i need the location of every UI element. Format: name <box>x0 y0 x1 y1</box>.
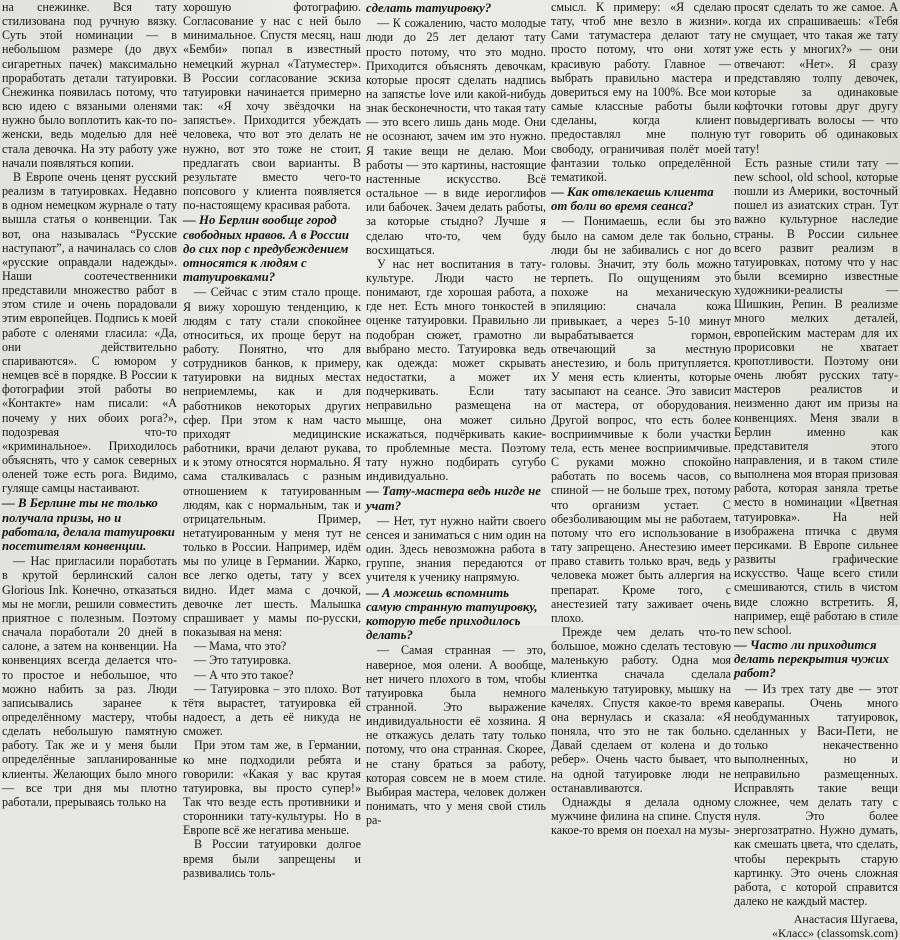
question-heading: — В Берлине ты не только получала призы, но и работала, делала татуировки посетителям конвенции. <box>2 496 175 554</box>
question-heading: — А можешь вспомнить самую странную татуировку, которую тебе приходилось делать? <box>366 585 538 643</box>
question-heading: — Тату-мастера ведь нигде не учат? <box>366 484 541 513</box>
paragraph: У нас нет воспитания в тату-культуре. Люди часто не понимают, где хорошая работа, а где нет. Есть много тонкостей в оценке татуировки. Правильно ли подобран сюжет, грамотно ли выбрано место. Татуировка ведь как одежда: может скрывать недостатки, а может их подчеркивать. Если тату неправильно размещена на мышце, она может сильно искажаться, подчёркивать какие-то проблемные места. Поэтому тату нужно подбирать сугубо индивидуально. <box>366 256 546 484</box>
paragraph: Есть разные стили тату — new school, old school, которые пошли из Америки, восточный пошел из азиатских стран. Тут важно культурное наследие страны. В России сильнее всего развит реализм в татуировках, потому что у нас были всемирно известные художники-реалисты — Шишкин, Репин. В реализме много мелких деталей, европейским мастерам для их прорисовки не хватает кропотливости. Поэтому они очень любят русских тату-мастеров реалистов и неизменно дают им призы на конвенциях. Меня звали в Берлин именно как представителя этого направления, и в таком стиле выполнена моя вторая призовая работа, которая заняла третье место в номинации «Цветная татуировка». На ней изображена птичка с двумя персиками. В Европе сильнее развиты графические искусство. Чаще всего стили смешиваются, стиль в чистом виде сложно встретить. Я, например, ещё работаю в стиле new school. <box>734 155 898 637</box>
paragraph: смысл. К примеру: «Я сделаю тату, чтоб мне везло в жизни». Сами татумастера делают тату просто потому, что они хотят красивую работу. Главное — выбрать правильно мастера и довериться ему на 100%. Все мои самые классные работы были сделаны, когда клиент предоставлял мне полную свободу, ограничивая полёт моей фантазии только определённой тематикой. <box>551 0 731 184</box>
question-heading: сделать татуировку? <box>366 1 492 15</box>
paragraph: — А что это такое? <box>194 667 294 682</box>
paragraph: В Европе очень ценят русский реализм в татуировках. Недавно в одном немецком журнале о тату вышла статья о конвенции. Так вот, она называлась “Русские наступают”, а начиналась со слов «русские оправдали надежды». Наши соотечественники представили множество работ в этом стиле и очень порадовали этим европейцев. Подпись к моей работе с оленями гласила: «Да, они действительно спариваются». С юмором у немцев всё в порядке. В России к фотографии этой работы во «Контакте» нам писали: «А почему у них обоих рога?», подозревая что-то «криминальное». Приходилось объяснять, что у самок северных оленей тоже есть рога. Видимо, гуляще самцы настаивают. <box>2 169 177 496</box>
signature-line: «Класс» (classomsk.com) <box>772 925 898 940</box>
article-column-3 <box>366 0 546 828</box>
paragraph: — К сожалению, часто молодые люди до 25 лет делают тату просто потому, что это модно. Приходится объяснять девочкам, которые просят сделать надпись на запястье love или какой-нибудь знак бесконечности, что такая тату — это всего лишь дань моде. Они не осознают, зачем им это нужно. Я такие вещи не делаю. Мои работы — это картины, настоящие настенные искусство. Всё остальное — в виде иероглифов или бабочек. Зачем делать работы, за которые стыдно? Лучше я сделаю что-то, чем буду восхищаться. <box>366 16 546 257</box>
paragraph: — Самая странная — это, наверное, моя олени. А вообще, нет ничего плохого в том, чтобы татуировка была немного странной. Это выражение индивидуальности её хозяина. Я не откажусь делать тату только потому, что она странная. Скорее, не стану браться за работу, которая совсем не в моем стиле. Выбирая мастера, человек должен понимать, что у меня свой стиль ра- <box>366 643 546 828</box>
paragraph: — Татуировка – это плохо. Вот тётя вырастет, татуировка ей надоест, а деть её никуда не сможет. <box>183 681 361 739</box>
question-heading: — Как отвлекаешь клиента от боли во время сеанса? <box>551 185 714 214</box>
paragraph: — Из трех тату две — этот каверапы. Очень много необдуманных татуировок, сделанных у Васи-Пети, не только некачественно выполненных, но и неправильно размещенных. Исправлять такие вещи сложнее, чем делать тату с нуля. Это более энергозатратно. Нужно думать, как смешать цвета, что сделать, чтобы перекрыть старую картинку. Это очень сложная работа, с которой справится далеко не каждый мастер. <box>734 681 898 908</box>
paragraph: В России татуировки долгое время были запрещены и развивались толь- <box>183 837 361 880</box>
paragraph: — Понимаешь, если бы это было на самом деле так больно, люди бы не забивались с ног до головы. Значит, эту боль можно терпеть. По ощущениям это похоже на механическую эпиляцию: сначала кожа привыкает, а через 5-10 минут вырабатывается гормон, отвечающий за местную анестезию, и боль притупляется. У меня есть клиенты, которые засыпают на сеансе. Это зависит от мастера, от оборудования. Другой вопрос, что есть более восприимчивые к боли участки тела, есть менее восприимчивые. С руками можно спокойно работать по восемь часов, со спиной — не больше трех, потому что организм устает. С обезболивающим мы не работаем, потому что его использование в тату запрещено. Анестезию имеет право ставить только врач, ведь у человека может быть аллергия на препарат. Кроме того, с анестезией тату заживает очень плохо. <box>551 214 731 625</box>
paragraph: — Это татуировка. <box>194 653 292 668</box>
paragraph: Однажды я делала одному мужчине филина на спине. Спустя какое-то время он поехал на музы- <box>551 794 731 838</box>
author-signature <box>734 913 898 940</box>
paragraph: При этом там же, в Германии, ко мне подходили ребята и говорили: «Какая у вас крутая татуировка, вы просто супер!» Так что везде есть противники и сторонники тату-культуры. Но в Европе всё же негатива меньше. <box>183 738 361 838</box>
signature-line: Анастасия Шугаева, <box>793 912 898 927</box>
paragraph: на снежинке. Вся тату стилизована под ручную вязку. Суть этой номинации — в небольшом размере (до двух сигаретных пачек) максимально проработать детали татуировки. Снежинка появилась потому, что всю идею с вязаными оленями нужно было воплотить как-то по-женски, ведь моделью для неё стала девочка. На эту работу уже начали появляться копии. <box>2 0 177 170</box>
paragraph: Прежде чем делать что-то большое, можно сделать тестовую маленькую работу. Одна моя клиентка сначала сделала маленькую татуировку, мышку на качелях. Спустя какое-то время она вернулась и сказала: «Я поняла, что это не так больно. Давай сделаем от колена и до ребер». Очень часто бывает, что на одной татуировке люди не останавливаются. <box>551 624 731 795</box>
paragraph: — Нас пригласили поработать в крутой берлинский салон Glorious Ink. Конечно, отказаться мы не могли, решили совместить приятное с полезным. Поэтому сначала поработали 20 дней в салоне, а затем на конвенции. На конвенциях всегда делается что-то простое и небольшое, что можно набить за раз. Люди записывались заранее к определённому мастеру, чтобы сделать небольшую памятную работу. Так же и у меня были определённые запланированные клиенты. Желающих было много — все три дня мы плотно работали, прерываясь только на <box>2 554 177 809</box>
paragraph: — Сейчас с этим стало проще. Я вижу хорошую тенденцию, к людям с тату стали спокойнее относиться, их проще берут на работу. Понятно, что для сотрудников банков, к примеру, татуировки на видных местах неприемлемы, как и для работников некоторых других сфер. При этом к нам часто приходят медицинские работники, врачи делают рукава, и к этому относятся нормально. Я сама сталкивалась с разным отношением к татуированным людям, как с нормальным, так и отрицательным. Пример, нетатуированным у меня тут не только в России. Например, идём мы по улице в Германии. Жарко, все легко одеты, тату у всех видно. Идет мама с дочкой, девочке лет шесть. Малышка спрашивает у мамы по-русски, показывая на меня: <box>183 285 361 640</box>
paragraph: просят сделать то же самое. А когда их спрашиваешь: «Тебя не смущает, что такая же тату уже есть у многих?» — они отвечают: «Нет». Я сразу представляю толпу девочек, которые за одинаковые кофточки готовы друг другу повыдергивать волосы — что тут говорить об одинаковых тату! <box>734 0 898 156</box>
paragraph: хорошую фотографию. Согласование у нас с ней было минимальное. Спустя месяц, наш «Бемби» попал в известный немецкий журнал «Татуместер». В России согласование эскиза татуировки начинается примерно так: «Я хочу звёздочки на запястье». Приходится убеждать человека, что вот это делать не нужно, вот это тоже не стоит, предлагать свои варианты. В результате вместо чего-то попсового у клиента появляется по-настоящему красивая работа. <box>183 0 361 213</box>
question-heading: — Часто ли приходится делать перекрытия чужих работ? <box>734 638 889 681</box>
article-column-4 <box>551 0 731 838</box>
article-column-1 <box>2 0 177 809</box>
paragraph: — Мама, что это? <box>194 639 287 654</box>
article-column-5 <box>734 0 898 940</box>
article-column-2 <box>183 0 361 880</box>
question-heading: — Но Берлин вообще город свободных нравов. А в России до сих пор с предубеждением относятся к людям с татуировками? <box>183 213 349 285</box>
paragraph: — Нет, тут нужно найти своего сенсея и заниматься с ним один на один. Здесь невозможна работа в группе, знания передаются от учителя к ученику напрямую. <box>366 513 546 585</box>
